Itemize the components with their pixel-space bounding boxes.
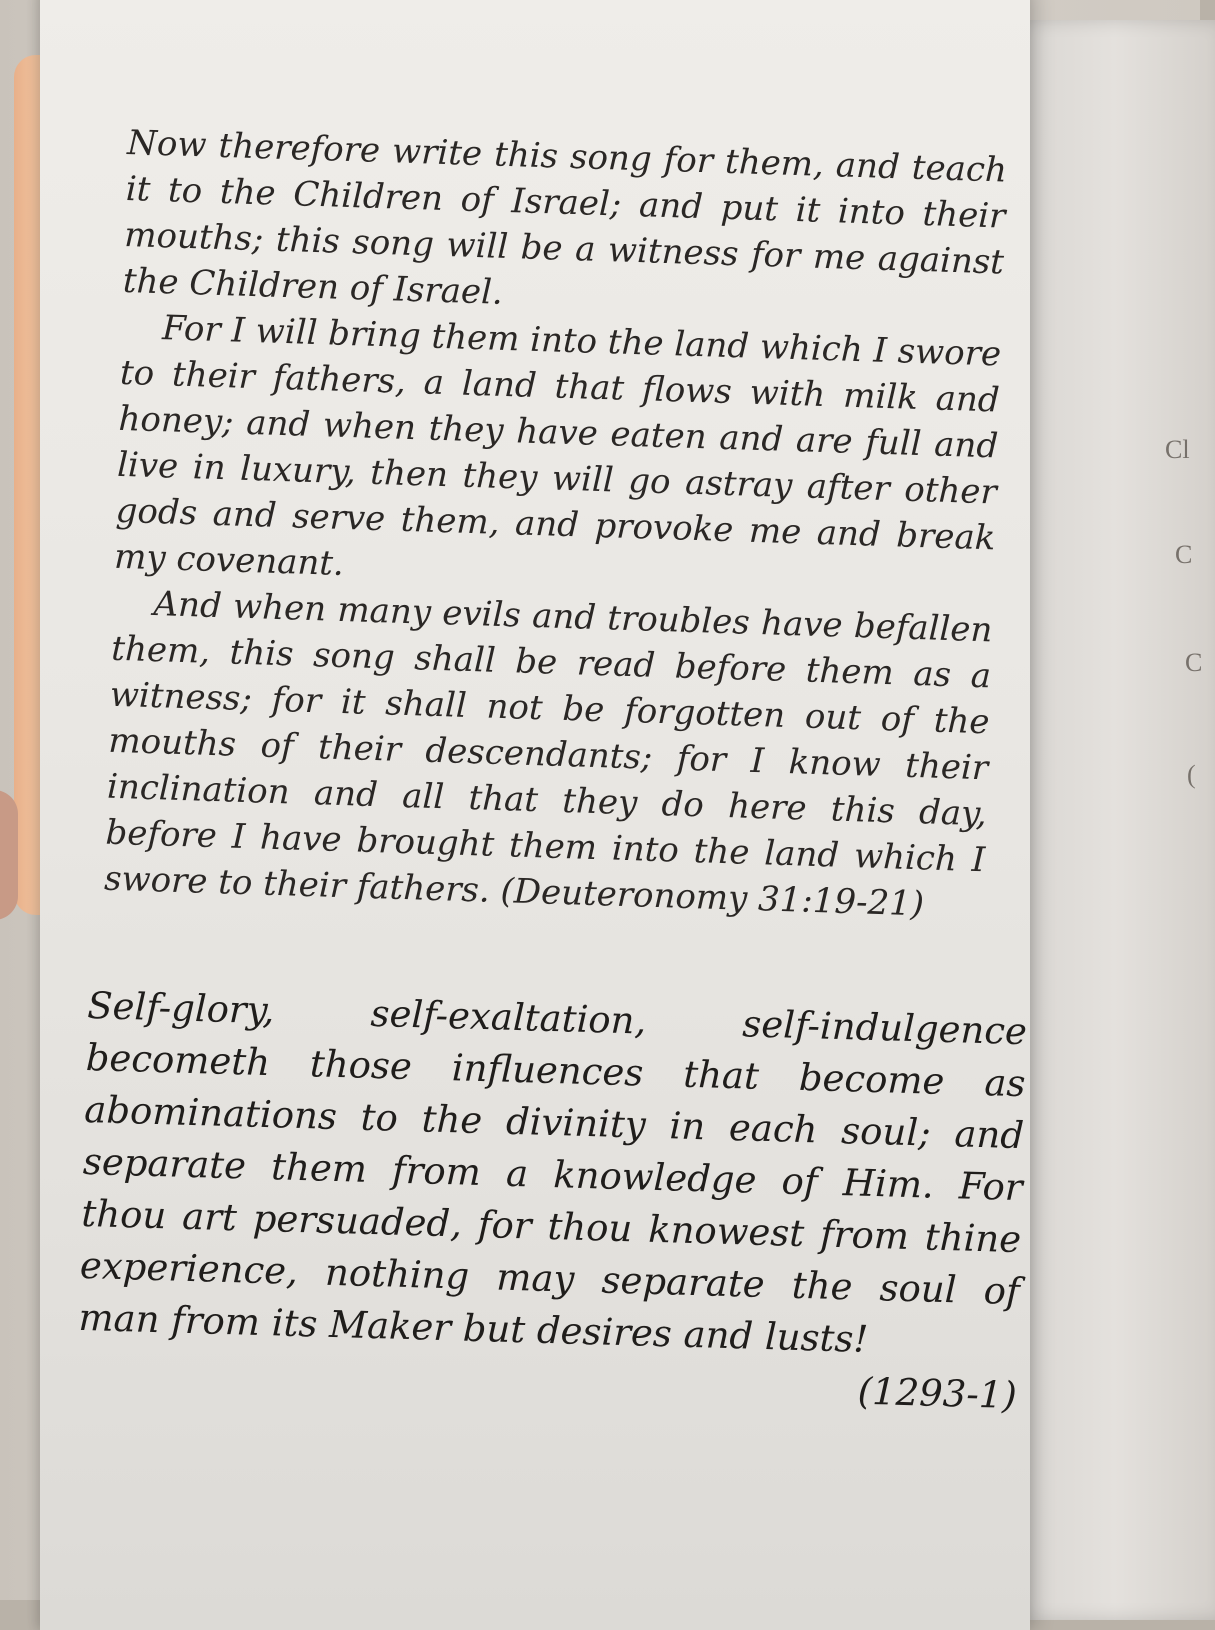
- adjacent-page: [1015, 20, 1215, 1620]
- adjacent-page-letter: Cl: [1165, 435, 1190, 464]
- scripture-passage: [103, 120, 1007, 929]
- book-page: [40, 0, 1030, 1630]
- quote-reference: (1293-1): [857, 1369, 1018, 1418]
- quote-text: Self-glory, self-exaltation, self-indulgence becometh those influences that become as abominations to the divinity in each soul; and separate them from a knowledge of Him. For thou art persuaded, for thou knowest from thine experience, nothing may separate the soul of man from its Maker but desires and lusts!: [77, 983, 1028, 1361]
- scripture-paragraph: And when many evils and troubles have befallen them, this song shall be read before them as a witness; for it shall not be forgotten out of the mouths of their descendants; for I know their inclination and all that they do here this day, before I have brought them into the land which I swore to their fathers. (Deuteronomy 31:19-21): [103, 584, 994, 925]
- scripture-paragraph: Now therefore write this song for them, and teach it to the Children of Israel; and put it into their mouths; this song will be a witness for me against the Children of Israel.: [122, 122, 1008, 313]
- adjacent-page-letter: C: [1185, 648, 1203, 677]
- thumb: [0, 790, 18, 920]
- adjacent-page-letter: C: [1175, 540, 1193, 569]
- scripture-paragraph: For I will bring them into the land which I swore to their fathers, a land that flows with milk and honey; and when they have eaten and are full and live in luxury, then they will go astray after other gods and serve them, and provoke me and break my covenant.: [113, 308, 1002, 584]
- adjacent-page-letter: (: [1187, 760, 1196, 789]
- reading-quote: [76, 980, 1027, 1422]
